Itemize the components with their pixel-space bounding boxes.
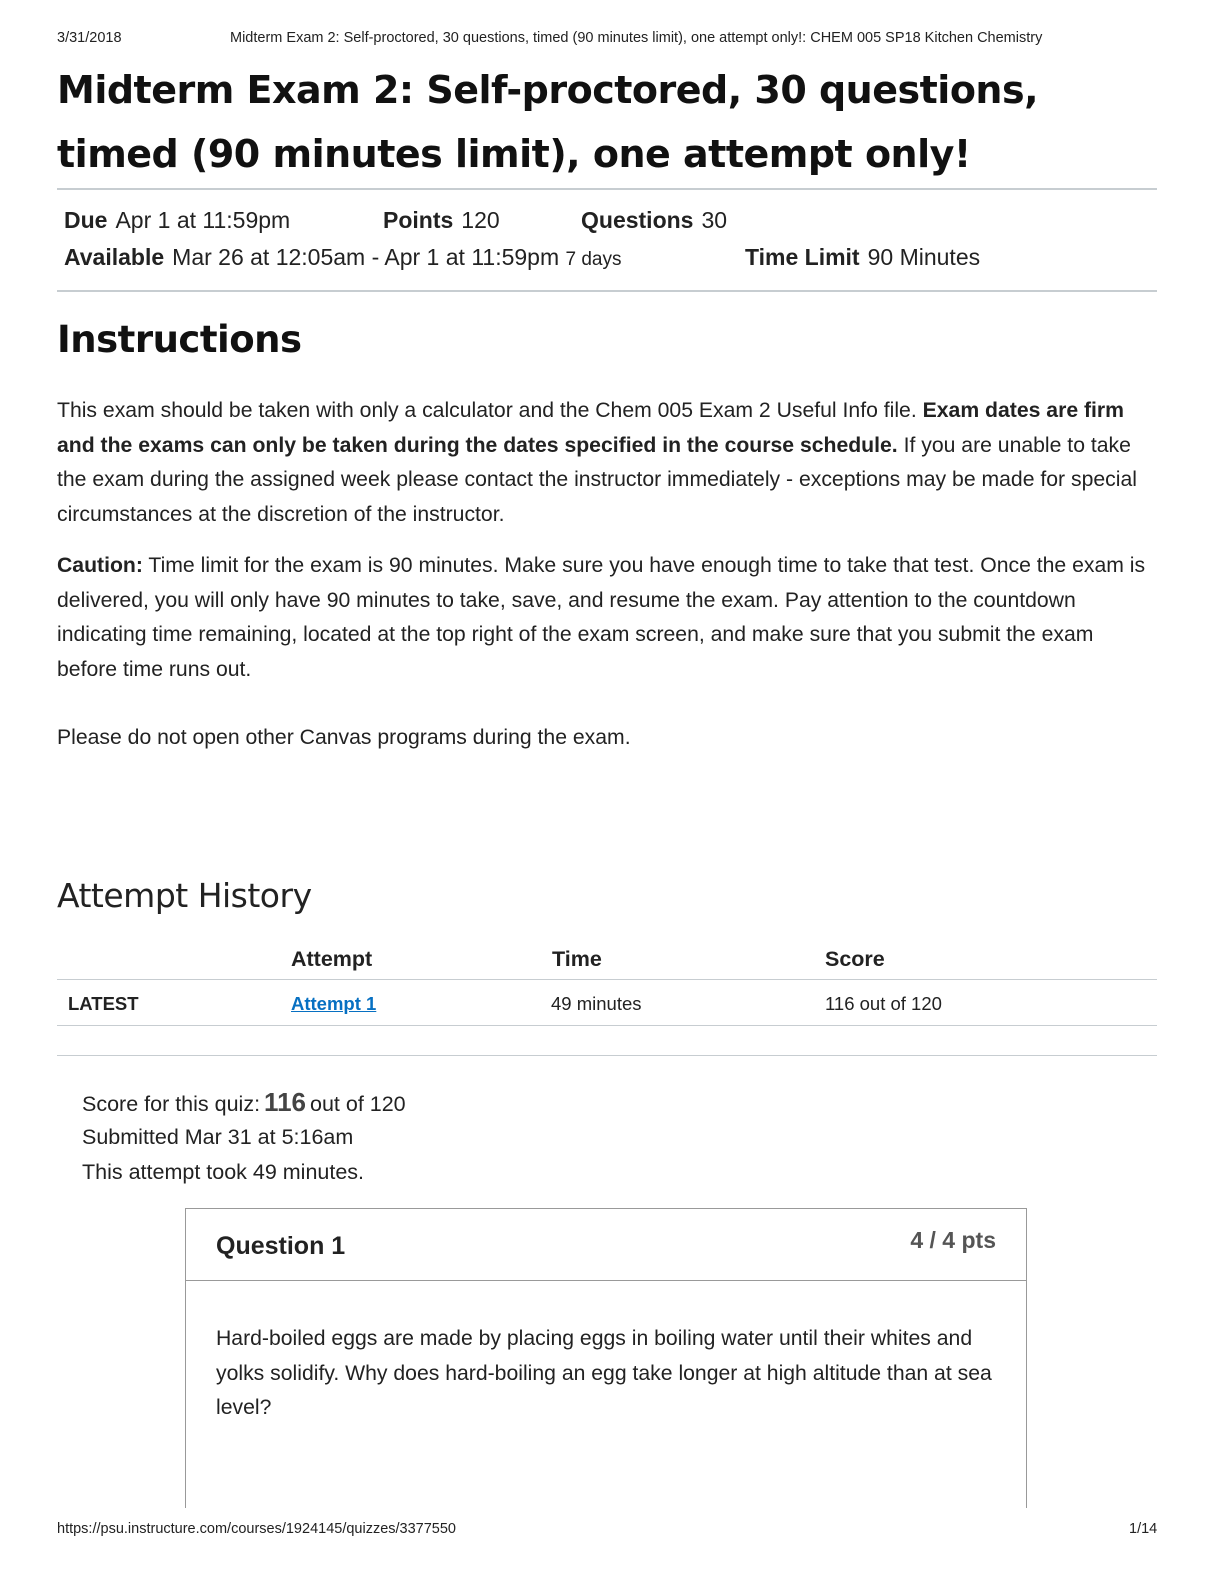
points-label: Points (383, 207, 454, 233)
question-points: 4 / 4 pts (910, 1227, 996, 1253)
column-header-score: Score (825, 947, 885, 971)
attempt-history-heading: Attempt History (57, 876, 312, 915)
quiz-score (82, 1087, 406, 1118)
table-row-divider (57, 1025, 1157, 1026)
due-meta (64, 207, 290, 234)
attempt-duration: This attempt took 49 minutes. (82, 1160, 365, 1184)
canvas-note: Please do not open other Canvas programs during the exam. (57, 726, 631, 749)
instructions-text: This exam should be taken with only a calculator and the Chem 005 Exam 2 Useful Info file. (57, 399, 923, 422)
time-limit-label: Time Limit (745, 244, 860, 270)
points-meta (383, 207, 500, 234)
time-limit-meta (745, 244, 980, 271)
due-value: Apr 1 at 11:59pm (115, 207, 291, 233)
footer-url: https://psu.instructure.com/courses/1924145/quizzes/3377550 (57, 1521, 456, 1537)
questions-label: Questions (581, 207, 694, 233)
column-header-attempt: Attempt (291, 947, 373, 971)
points-value: 120 (461, 207, 500, 233)
available-duration: 7 days (565, 249, 622, 270)
table-row (57, 981, 1157, 1026)
instructions-bold-text: Exam dates are firm and the exams can only be taken during the dates specified in the course schedule. (57, 399, 1125, 457)
question-header (186, 1209, 1026, 1281)
available-meta (64, 244, 622, 271)
attempt-score: 116 out of 120 (825, 993, 942, 1014)
divider (57, 1055, 1157, 1056)
question-text: Hard-boiled eggs are made by placing eggs in boiling water until their whites and yolks solidify. Why does hard-boiling an egg take longer at high altitude than at sea level? (216, 1327, 992, 1419)
question-card (185, 1208, 1027, 1508)
attempt-time: 49 minutes (551, 993, 642, 1014)
time-limit-value: 90 Minutes (867, 244, 981, 270)
caution-text: Time limit for the exam is 90 minutes. Make sure you have enough time to take that test. Once the exam is delivered, you will only have 90 minutes to take, save, and resume the exam. Pay attention to the countdown indicating time remaining, located at the top right of the exam screen, and make sure that you submit the exam before time runs out. (57, 554, 1146, 681)
score-prefix: Score for this quiz: (82, 1092, 261, 1116)
available-value: Mar 26 at 12:05am - Apr 1 at 11:59pm (172, 244, 560, 270)
column-header-time: Time (552, 947, 602, 971)
print-header (0, 30, 1224, 50)
caution-paragraph (57, 549, 1157, 687)
questions-meta (581, 207, 727, 234)
due-label: Due (64, 207, 108, 233)
table-header-divider (57, 979, 1157, 980)
question-title: Question 1 (216, 1232, 346, 1260)
attempt-1-link[interactable]: Attempt 1 (291, 993, 377, 1014)
score-suffix: out of 120 (310, 1092, 406, 1116)
submitted-time: Submitted Mar 31 at 5:16am (82, 1125, 354, 1149)
questions-value: 30 (701, 207, 728, 233)
print-date: 3/31/2018 (57, 30, 122, 46)
divider (57, 188, 1157, 190)
page-title: Midterm Exam 2: Self-proctored, 30 questions, timed (90 minutes limit), one attempt only! (57, 68, 1039, 176)
print-title: Midterm Exam 2: Self-proctored, 30 questions, timed (90 minutes limit), one attempt only!: CHEM 005 SP18 Kitchen Chemistry (230, 30, 1043, 46)
divider (57, 290, 1157, 292)
instructions-heading: Instructions (57, 318, 302, 361)
score-value: 116 (264, 1087, 306, 1117)
instructions-paragraph (57, 394, 1157, 532)
latest-badge: LATEST (68, 993, 139, 1014)
page-number: 1/14 (1129, 1521, 1158, 1537)
instructions-text-rest: If you are unable to take the exam during the assigned week please contact the instructor immediately - exceptions may be made for special circumstances at the discretion of the instructor. (57, 433, 1137, 526)
available-label: Available (64, 244, 165, 270)
caution-label: Caution: (57, 554, 143, 577)
